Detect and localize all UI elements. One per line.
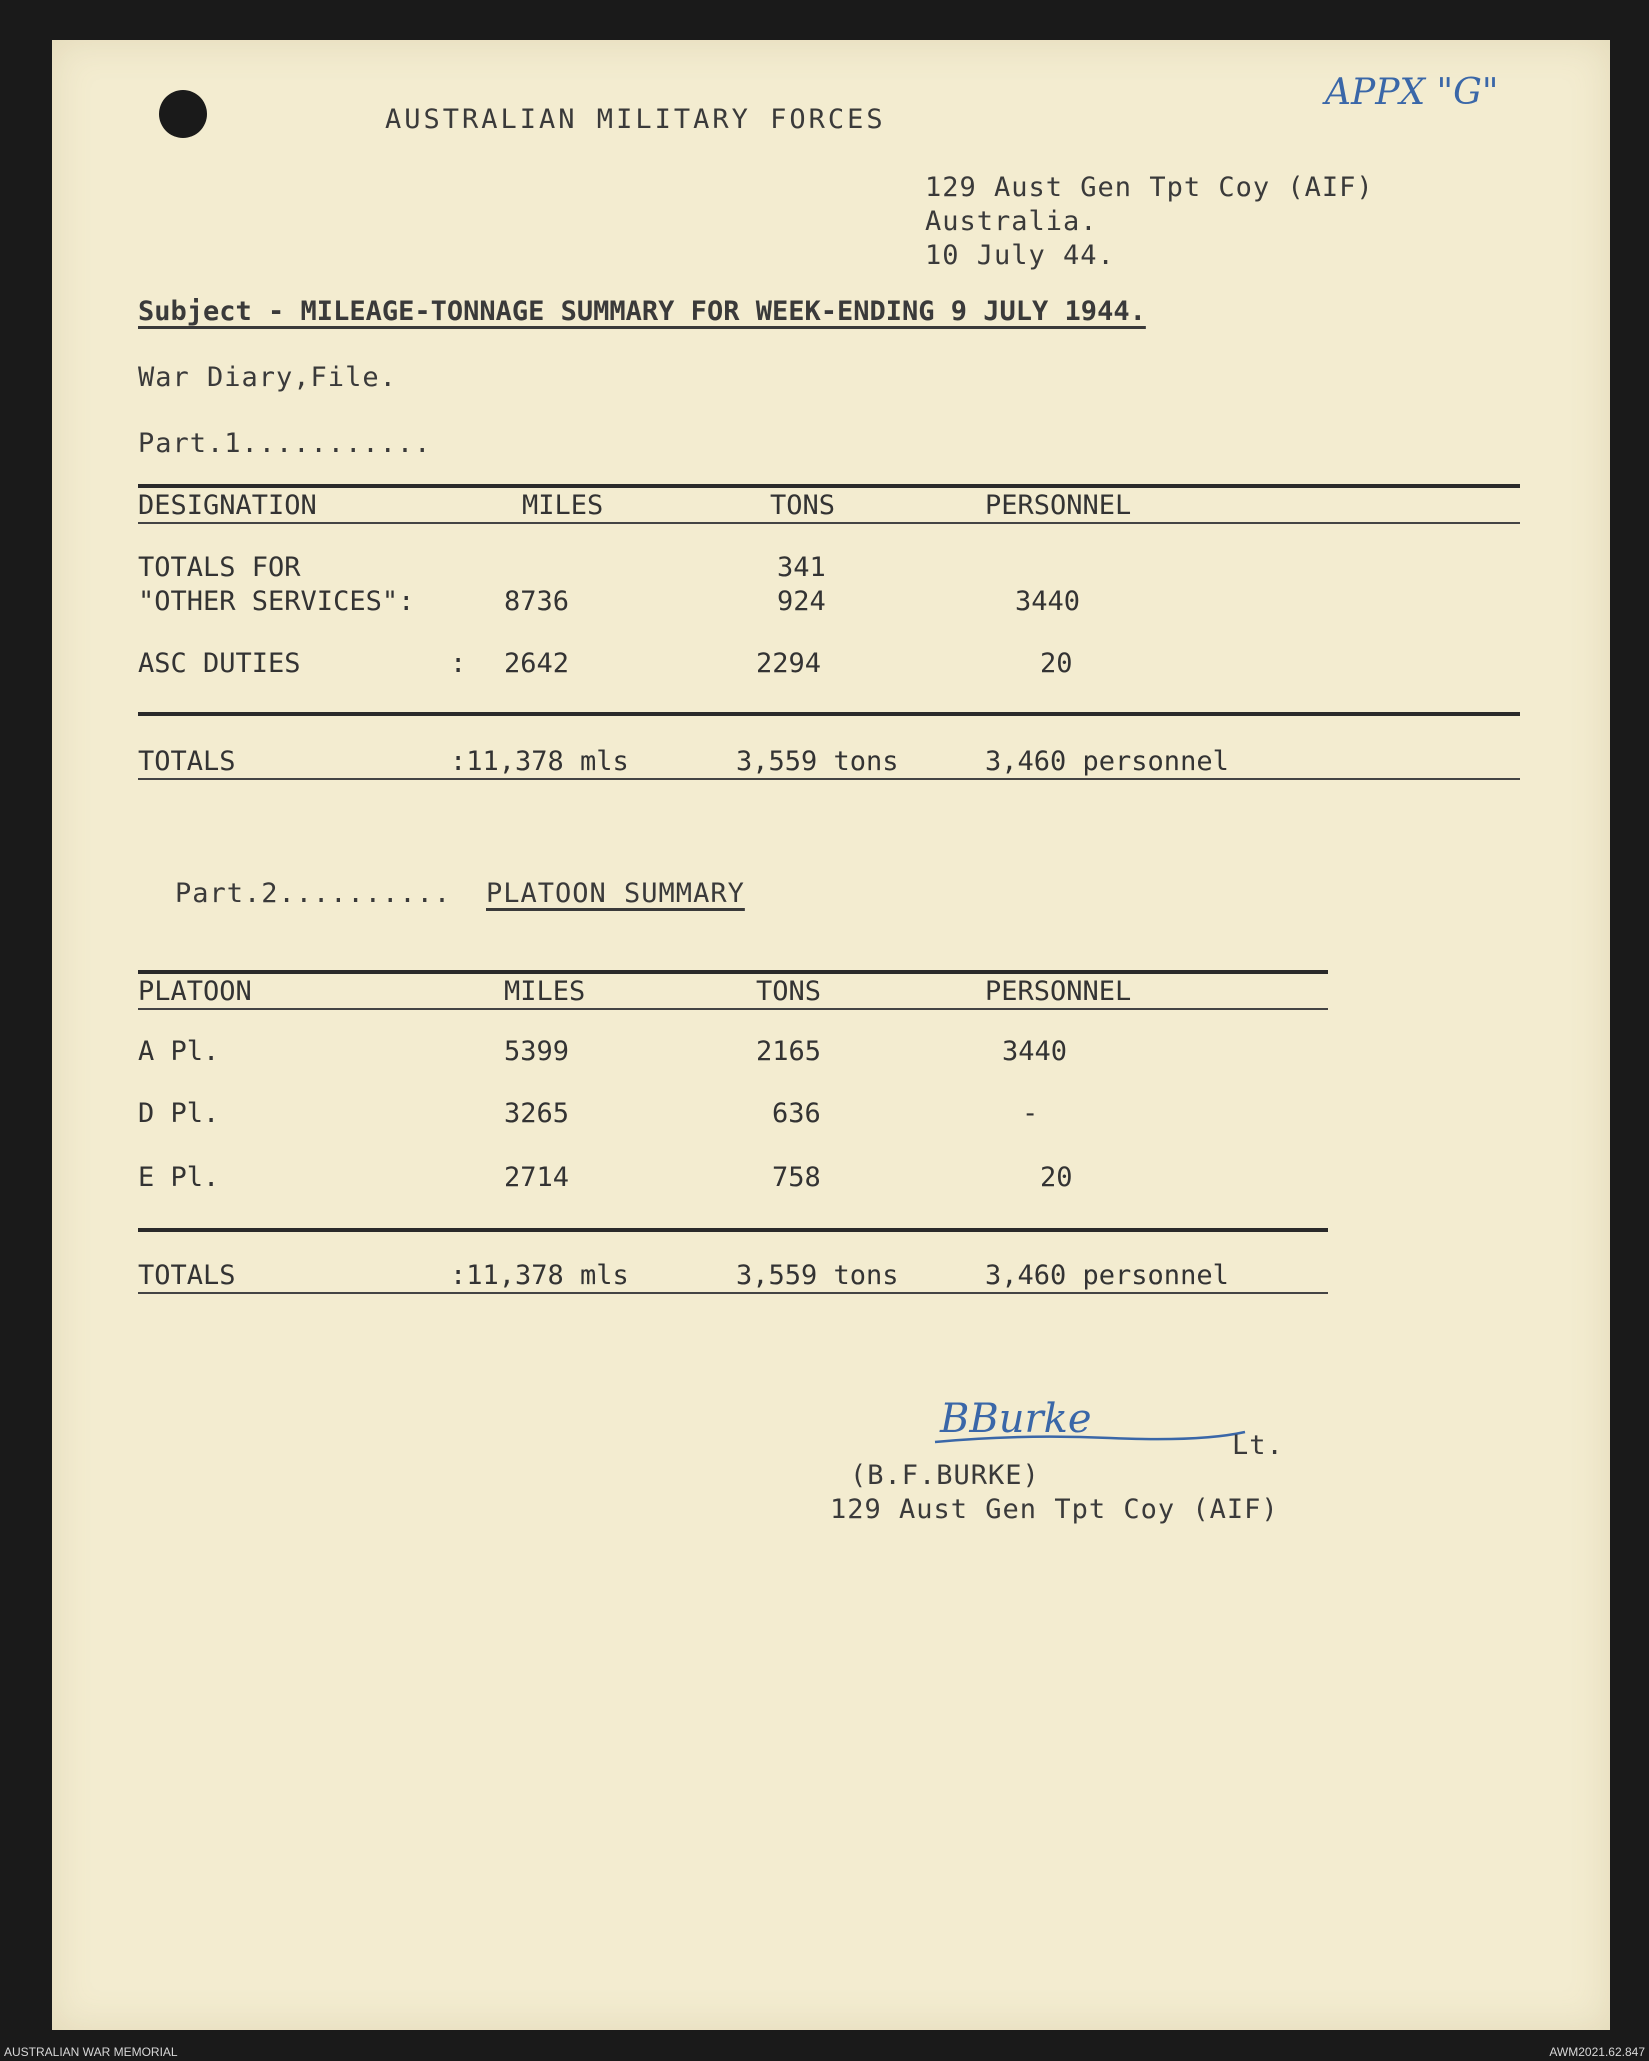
row1-tons-extra: 341 <box>777 552 826 583</box>
row2-designation: ASC DUTIES <box>138 648 301 679</box>
signature-flourish <box>930 1412 1250 1452</box>
part1-totals-label: TOTALS <box>138 746 236 777</box>
punch-hole <box>159 90 207 138</box>
part2-totals-tons: 3,559 tons <box>736 1260 899 1291</box>
location: Australia. <box>925 206 1098 237</box>
part2-totals-personnel: 3,460 personnel <box>985 1260 1229 1291</box>
part2-heading: Part.2.......... <box>175 878 452 909</box>
appendix-annotation: APPX "G" <box>1325 72 1499 113</box>
a-pl-tons: 2165 <box>756 1036 822 1067</box>
part2-subheading: PLATOON SUMMARY <box>486 878 745 909</box>
e-pl-platoon: E Pl. <box>138 1162 220 1193</box>
e-pl-personnel: 20 <box>1040 1162 1073 1193</box>
row1-designation-line1: TOTALS FOR <box>138 552 301 583</box>
row2-personnel: 20 <box>1040 648 1073 679</box>
row2-sep: : <box>450 648 467 679</box>
signatory-unit: 129 Aust Gen Tpt Coy (AIF) <box>830 1494 1279 1525</box>
part1-totals-tons: 3,559 tons <box>736 746 899 777</box>
signatory-rank: Lt. <box>1232 1430 1284 1461</box>
signature: BBurke <box>940 1396 1092 1442</box>
col-personnel: PERSONNEL <box>985 490 1132 521</box>
row2-miles: 2642 <box>504 648 570 679</box>
part2-bottom-rule <box>138 1228 1328 1232</box>
part2-totals-miles: :11,378 mls <box>450 1260 629 1291</box>
document-page <box>52 40 1610 2030</box>
part2-totals-label: TOTALS <box>138 1260 236 1291</box>
d-pl-tons: 636 <box>772 1098 821 1129</box>
col-tons-2: TONS <box>756 976 822 1007</box>
a-pl-personnel: 3440 <box>1002 1036 1068 1067</box>
part1-totals-underline <box>138 778 1520 780</box>
footer-archive: AUSTRALIAN WAR MEMORIAL <box>4 2045 178 2059</box>
col-platoon: PLATOON <box>138 976 252 1007</box>
col-personnel-2: PERSONNEL <box>985 976 1132 1007</box>
date: 10 July 44. <box>925 240 1115 271</box>
row1-personnel: 3440 <box>1015 586 1081 617</box>
d-pl-personnel: - <box>1022 1098 1039 1129</box>
part1-header-rule <box>138 522 1520 524</box>
part1-bottom-rule <box>138 712 1520 716</box>
part2-totals-underline <box>138 1292 1328 1294</box>
d-pl-platoon: D Pl. <box>138 1098 220 1129</box>
unit-name: 129 Aust Gen Tpt Coy (AIF) <box>925 172 1374 203</box>
part1-totals-miles: :11,378 mls <box>450 746 629 777</box>
row1-designation-line2: "OTHER SERVICES": <box>138 586 415 617</box>
col-miles-2: MILES <box>504 976 586 1007</box>
document-title: AUSTRALIAN MILITARY FORCES <box>385 104 886 135</box>
part2-top-rule <box>138 970 1328 974</box>
a-pl-miles: 5399 <box>504 1036 570 1067</box>
col-tons: TONS <box>770 490 836 521</box>
e-pl-tons: 758 <box>772 1162 821 1193</box>
e-pl-miles: 2714 <box>504 1162 570 1193</box>
row1-miles: 8736 <box>504 586 570 617</box>
signatory-name: (B.F.BURKE) <box>850 1460 1040 1491</box>
subject-line: Subject - MILEAGE-TONNAGE SUMMARY FOR WEEK-ENDING 9 JULY 1944. <box>138 296 1146 327</box>
part1-top-rule <box>138 484 1520 488</box>
row2-tons: 2294 <box>756 648 822 679</box>
file-reference: War Diary,File. <box>138 362 397 393</box>
d-pl-miles: 3265 <box>504 1098 570 1129</box>
part1-heading: Part.1........... <box>138 428 432 459</box>
footer-reference: AWM2021.62.847 <box>1549 2045 1645 2059</box>
col-designation: DESIGNATION <box>138 490 317 521</box>
part2-header-rule <box>138 1008 1328 1010</box>
a-pl-platoon: A Pl. <box>138 1036 220 1067</box>
col-miles: MILES <box>522 490 604 521</box>
row1-tons: 924 <box>777 586 826 617</box>
part1-totals-personnel: 3,460 personnel <box>985 746 1229 777</box>
